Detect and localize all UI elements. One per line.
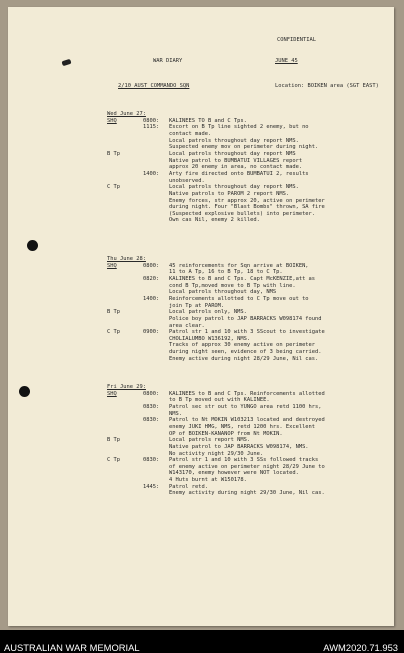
section-heading: Thu June 28: [107, 256, 146, 262]
entry-line: Native patrols to PAROM 2 report NMS. [169, 190, 290, 197]
entry-line: Native patrol to JAP BARRACKS W098174, NMS. [169, 443, 309, 450]
entry-time: 0830: [143, 457, 160, 464]
entry-line: 11 to A Tp, 16 to B Tp, 18 to C Tp. [169, 269, 283, 276]
entry-time: 0800: [143, 117, 160, 124]
entry-time: 0800: [143, 390, 160, 397]
footer-accession: AWM2020.71.953 [323, 642, 398, 653]
entry-line: Local patrols throughout day, NMS [169, 289, 277, 296]
entry-line: Tracks of approx 30 enemy active on perimeter [169, 342, 316, 349]
entry-unit: C Tp [107, 184, 120, 191]
entry-line: Reinforcements allotted to C Tp move out to [169, 295, 309, 302]
punch-hole-top [27, 240, 38, 251]
entry-line: W143170, enemy however were NOT located. [169, 470, 299, 477]
entry-line: Local patrols throughout day report NMS. [169, 184, 299, 191]
entry-time: 0800: [143, 262, 160, 269]
entry-line: to B Tp moved out with KALINEE. [169, 397, 270, 404]
entry-line: area clear. [169, 322, 205, 329]
entry-unit: B Tp [107, 150, 120, 157]
entry-line: enemy JUKI HMG, NMS, retd 1200 hrs. Excellent [169, 423, 316, 430]
entry-line: approx 20 enemy in area, no contact made. [169, 164, 303, 171]
entry-time: 0820: [143, 275, 160, 282]
footer-bar [0, 630, 404, 653]
entry-line: join Tp at PAROM. [169, 302, 225, 309]
entry-line: KALINEES to B and C Tps. Capt McKENZIE,att as [169, 275, 316, 282]
entry-line: Police boy patrol to JAP BARRACKS W098174 found [169, 315, 322, 322]
entry-line: Enemy activity during night 29/30 June, Nil cas. [169, 490, 325, 497]
entry-line: Suspected enemy mov on perimeter during night. [169, 144, 319, 151]
entry-line: Local patrols only, NMS. [169, 309, 247, 316]
entry-line: during night. Four "Blast Bombs" thrown, SA fire [169, 204, 325, 211]
section-heading: Fri June 29: [107, 384, 146, 390]
entry-line: Enemy forces, str approx 20, active on perimeter [169, 197, 325, 204]
war-diary-title: WAR DIARY [153, 58, 183, 64]
entry-line: Local patrols report NMS. [169, 437, 251, 444]
ink-mark [61, 59, 71, 67]
entry-unit: B Tp [107, 437, 120, 444]
entry-line: 4 Huts burnt at W150178. [169, 477, 247, 484]
unit-name: 2/10 AUST COMMANDO SQN [118, 83, 190, 89]
entry-line: contact made. [169, 131, 212, 137]
confidential-label: CONFIDENTIAL [277, 37, 316, 43]
entry-line: Patrol to Nt MOKIN W103213 located and destroyed [169, 417, 325, 424]
entry-time: 1445: [143, 483, 160, 490]
entry-line: No activity night 29/30 June. [169, 450, 264, 457]
entry-line: unobserved. [169, 177, 205, 184]
location-label: Location: BOIKEN area (SGT EAST) [275, 83, 379, 89]
entry-time: 1400: [143, 295, 160, 302]
entry-line: Patrol retd. [169, 483, 208, 490]
entry-line: of enemy active on perimeter night 28/29 June to [169, 463, 325, 470]
entry-line: Own cas Nil, enemy 2 killed. [169, 217, 260, 224]
month-label: JUNE 45 [275, 58, 298, 64]
entry-line: Patrol str 1 and 10 with 3 SScout to investigate [169, 329, 325, 336]
footer-institution: AUSTRALIAN WAR MEMORIAL [4, 642, 140, 653]
entry-line: KALINEES TO B and C Tps. [169, 117, 247, 124]
entry-line: Enemy active during night 28/29 June, Nil cas. [169, 355, 319, 362]
entry-time: 0900: [143, 329, 160, 336]
entry-line: (Suspected explosive bullets) into perimeter. [169, 210, 316, 217]
entry-line: Patrol str 1 and 10 with 3 SSs followed tracks [169, 457, 319, 464]
entry-line: Local patrols throughout day report NMS [169, 150, 296, 157]
entry-time: 0830: [143, 417, 160, 424]
entry-unit: C Tp [107, 329, 120, 336]
entry-line: OP of BOIKEN-KANANOP from Nt MOKIN. [169, 430, 283, 437]
entry-line: 45 reinforcements for Sqn arrive at BOIKEN, [169, 262, 309, 269]
entry-time: 1115: [143, 124, 160, 131]
punch-hole-bottom [19, 386, 30, 397]
entry-unit: SHQ [107, 117, 117, 124]
entry-line: CHOLIALUMBO W136192, NMS. [169, 335, 251, 342]
section-heading: Wed June 27: [107, 111, 146, 117]
entry-unit: SHQ [107, 390, 117, 397]
entry-unit: SHQ [107, 262, 117, 269]
entry-unit: C Tp [107, 457, 120, 464]
diary-page [8, 7, 394, 626]
entry-line: KALINEES to B and C Tps. Reinforcements allotted [169, 390, 325, 397]
entry-line: Local patrols throughout day report NMS. [169, 137, 299, 144]
entry-line: Arty fire directed onto BUMBATUI 2, results [169, 170, 309, 177]
entry-line: Escort on B Tp line sighted 2 enemy, but no [169, 124, 309, 131]
entry-time: 0830: [143, 403, 160, 410]
entry-line: Native patrol to BUMBATUI VILLAGES report [169, 157, 303, 164]
entry-line: cond B Tp,moved move to B Tp with line. [169, 282, 296, 289]
entry-line: Patrol sec str out to YUNGO area retd 1100 hrs, [169, 403, 322, 410]
entry-unit: B Tp [107, 309, 120, 316]
entry-line: NMS. [169, 410, 182, 417]
entry-line: during night seen, evidence of 3 being carried. [169, 349, 322, 356]
entry-time: 1400: [143, 170, 160, 177]
